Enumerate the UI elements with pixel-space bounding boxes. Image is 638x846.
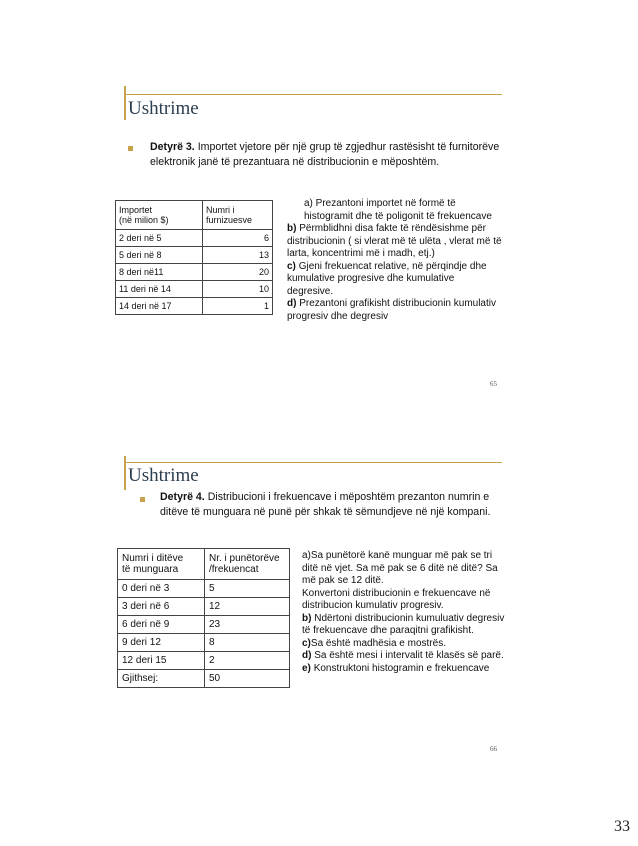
table-cell: 13 [203,247,273,264]
table-header-cell: Numri i furnizuesve [203,201,273,230]
question-e: e) Konstruktoni histogramin e frekuencave [302,662,490,674]
title-underline [124,462,502,463]
question-b: b) Përmblidhni disa fakte të rëndësishme për distribucionin ( si vlerat më të ulëta , vlerat më të larta, koncentrimi më i madh, etj.) [287,223,502,259]
table-cell: 5 deri në 8 [116,247,203,264]
question-a2: Konvertoni distribucionin e frekuencave në distribucion kumulativ progresiv. [302,587,491,611]
slide2-title: Ushtrime [128,465,199,486]
table-header-cell: Numri i ditëve të munguara [118,549,205,580]
table-cell: 14 deri në 17 [116,298,203,315]
table-row [118,598,290,616]
table-cell: 6 [203,230,273,247]
task-label: Detyrë 4. [160,491,205,503]
table-row [116,247,273,264]
table-header-cell: Importet (në milion $) [116,201,203,230]
slide1-title: Ushtrime [128,98,199,119]
table-cell: 6 deri në 9 [118,616,205,634]
table-cell: 9 deri 12 [118,634,205,652]
table-header-cell: Nr. i punëtorëve /frekuencat [205,549,290,580]
slide1-task [150,140,510,169]
table-row [118,652,290,670]
imports-table [115,200,273,315]
table-row [116,230,273,247]
table-cell: 5 [205,580,290,598]
table-cell: 2 deri në 5 [116,230,203,247]
table-cell: 12 [205,598,290,616]
table-row [116,281,273,298]
page-number: 66 [490,745,497,753]
task-text: Importet vjetore për një grup të zgjedhur rastësisht të furnitorëve [197,141,500,153]
table-row [116,264,273,281]
slide1-questions [287,198,502,323]
title-underline [124,94,502,95]
table-row [118,580,290,598]
question-a: a)Sa punëtorë kanë munguar më pak se tri ditë në vjet. Sa më pak se 6 ditë në ditë? Sa më pak se 12 ditë. [302,550,498,586]
table-cell: 2 [205,652,290,670]
table-cell: 0 deri në 3 [118,580,205,598]
table-cell: Gjithsej: [118,670,205,688]
table-cell: 20 [203,264,273,281]
question-a: a) Prezantoni importet në formë të histogramit dhe të poligonit të frekuencave [304,198,492,222]
question-d: d) Sa është mesi i intervalit të klasës së parë. [302,650,504,661]
table-row [118,670,290,688]
task-text: elektronik janë të prezantuara në distribucionin e mëposhtëm. [150,155,440,168]
table-cell: 12 deri 15 [118,652,205,670]
table-row [118,634,290,652]
table-header-row [118,549,290,580]
table-cell: 50 [205,670,290,688]
task-text: ditëve të munguara në punë për shkak të sëmundjeve në një kompani. [160,505,491,518]
question-b: b) Ndërtoni distribucionin kumuluativ degresiv të frekuencave dhe paraqitni grafikisht. [302,612,505,636]
table-row [116,298,273,315]
table-cell: 11 deri në 14 [116,281,203,298]
table-cell: 23 [205,616,290,634]
question-c: c)Sa është madhësia e mostrës. [302,637,446,649]
table-cell: 3 deri në 6 [118,598,205,616]
question-c: c) Gjeni frekuencat relative, në përqindje dhe kumulative progresive dhe kumulative degresive. [287,260,487,297]
task-text: Distribucioni i frekuencave i mëposhtëm prezanton numrin e [207,491,490,503]
table-cell: 8 [205,634,290,652]
sheet-number: 33 [614,818,630,835]
table-header-row [116,201,273,230]
table-row [118,616,290,634]
task-label: Detyrë 3. [150,141,195,153]
table-cell: 8 deri në11 [116,264,203,281]
bullet-icon [128,146,133,151]
absence-table [117,548,290,688]
bullet-icon [140,497,145,502]
page-number: 65 [490,380,497,388]
title-accent-line [124,86,126,120]
table-cell: 1 [203,298,273,315]
slide2-task [160,490,510,519]
question-d: d) Prezantoni grafikisht distribucionin kumulativ progresiv dhe degresiv [287,298,496,322]
slide2-questions [302,550,507,675]
table-cell: 10 [203,281,273,298]
